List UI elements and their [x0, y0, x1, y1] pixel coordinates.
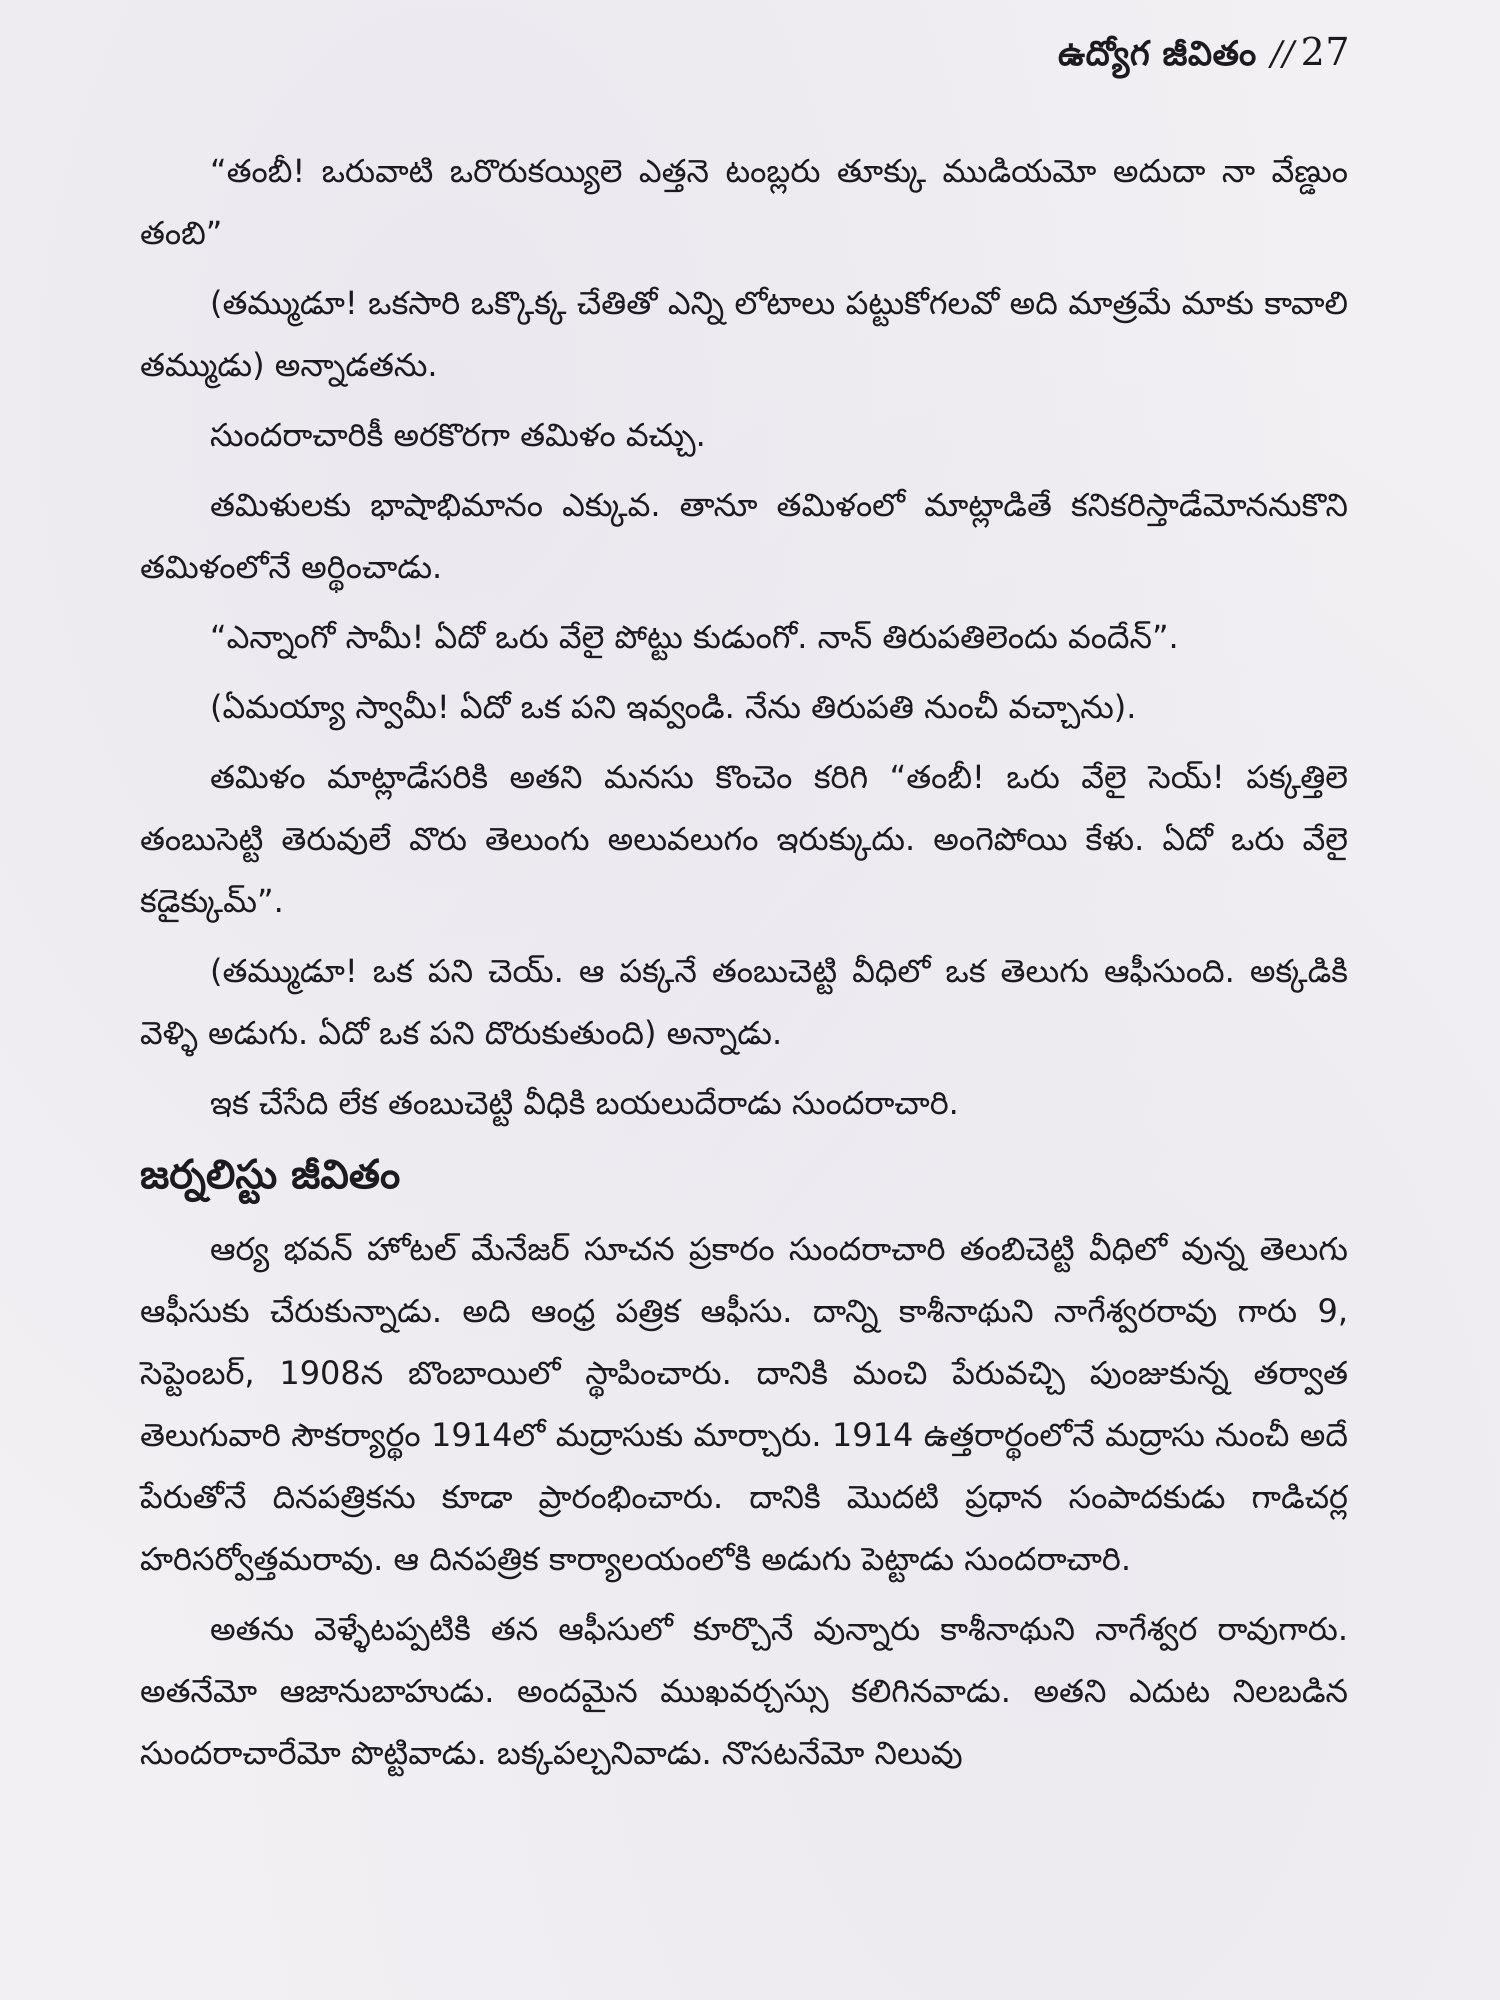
body-text [140, 140, 1348, 1792]
paragraph: ఇక చేసేది లేక తంబుచెట్టి వీధికి బయలుదేరాడు సుందరాచారి. [210, 1084, 959, 1122]
paragraph: అతను వెళ్ళేటప్పటికి తన ఆఫీసులో కూర్చొనే వున్నారు కాశీనాథుని నాగేశ్వర రావుగారు. అతనేమో ఆజానుబాహుడు. అందమైన ముఖవర్చస్సు కలిగినవాడు. అతని ఎదుట నిలబడిన సుందరాచారేమో పొట్టివాడు. బక్కపల్చనివాడు. నొసటనేమో నిలువు [140, 1610, 1348, 1772]
section-heading: జర్నలిస్టు జీవితం [140, 1152, 401, 1198]
paragraph: సుందరాచారికీ అరకొరగా తమిళం వచ్చు. [210, 416, 706, 454]
paragraph: తమిళం మాట్లాడేసరికి అతని మనసు కొంచెం కరిగి “తంబీ! ఒరు వేలై సెయ్! పక్కత్తిలె తంబుసెట్టి తెరువులే వొరు తెలుంగు అలువలుగం ఇరుక్కుదు. అంగెపోయి కేళు. ఏదో ఒరు వేలై కడైక్కుమ్”. [140, 758, 1348, 920]
paragraph: (తమ్ముడూ! ఒకసారి ఒక్కొక్క చేతితో ఎన్ని లోటాలు పట్టుకోగలవో అది మాత్రమే మాకు కావాలి తమ్ముడు) అన్నాడతను. [140, 284, 1348, 384]
paragraph: ఆర్య భవన్ హోటల్ మేనేజర్ సూచన ప్రకారం సుందరాచారి తంబిచెట్టి వీధిలో వున్న తెలుగు ఆఫీసుకు చేరుకున్నాడు. అది ఆంధ్ర పత్రిక ఆఫీసు. దాన్ని కాశీనాథుని నాగేశ్వరరావు గారు 9, సెప్టెంబర్, 1908న బొంబాయిలో స్థాపించారు. దానికి మంచి పేరువచ్చి పుంజుకున్న తర్వాత తెలుగువారి సౌకర్యార్థం 1914లో మద్రాసుకు మార్చారు. 1914 ఉత్తరార్థంలోనే మద్రాసు నుంచీ అదే పేరుతోనే దినపత్రికను కూడా ప్రారంభించారు. దానికి మొదటి ప్రధాన సంపాదకుడు గాడిచర్ల హరిసర్వోత్తమరావు. ఆ దినపత్రిక కార్యాలయంలోకి అడుగు పెట్టాడు సుందరాచారి. [140, 1230, 1348, 1578]
paragraph: (ఏమయ్యా స్వామీ! ఏదో ఒక పని ఇవ్వండి. నేను తిరుపతి నుంచీ వచ్చాను). [210, 688, 1137, 726]
paragraph: (తమ్ముడూ! ఒక పని చెయ్. ఆ పక్కనే తంబుచెట్టి వీధిలో ఒక తెలుగు ఆఫీసుంది. అక్కడికి వెళ్ళి అడుగు. ఏదో ఒక పని దొరుకుతుంది) అన్నాడు. [140, 952, 1348, 1052]
header-separator: // [1270, 34, 1295, 74]
page-number: 27 [1300, 30, 1350, 74]
running-header [1058, 30, 1350, 82]
paragraph: “తంబీ! ఒరువాటి ఒరొరుకయ్యిలె ఎత్తనె టంబ్లరు తూక్కు ముడియమో అదుదా నా వేణ్డుం తంబి” [140, 152, 1348, 252]
chapter-title: ఉద్యోగ జీవితం [1058, 34, 1257, 74]
paragraph: “ఎన్నాంగో సామీ! ఏదో ఒరు వేలై పోట్టు కుడుంగో. నాన్ తిరుపతిలెందు వందేన్”. [210, 618, 1179, 656]
paragraph: తమిళులకు భాషాభిమానం ఎక్కువ. తానూ తమిళంలో మాట్లాడితే కనికరిస్తాడేమోననుకొని తమిళంలోనే అర్థించాడు. [140, 486, 1348, 586]
